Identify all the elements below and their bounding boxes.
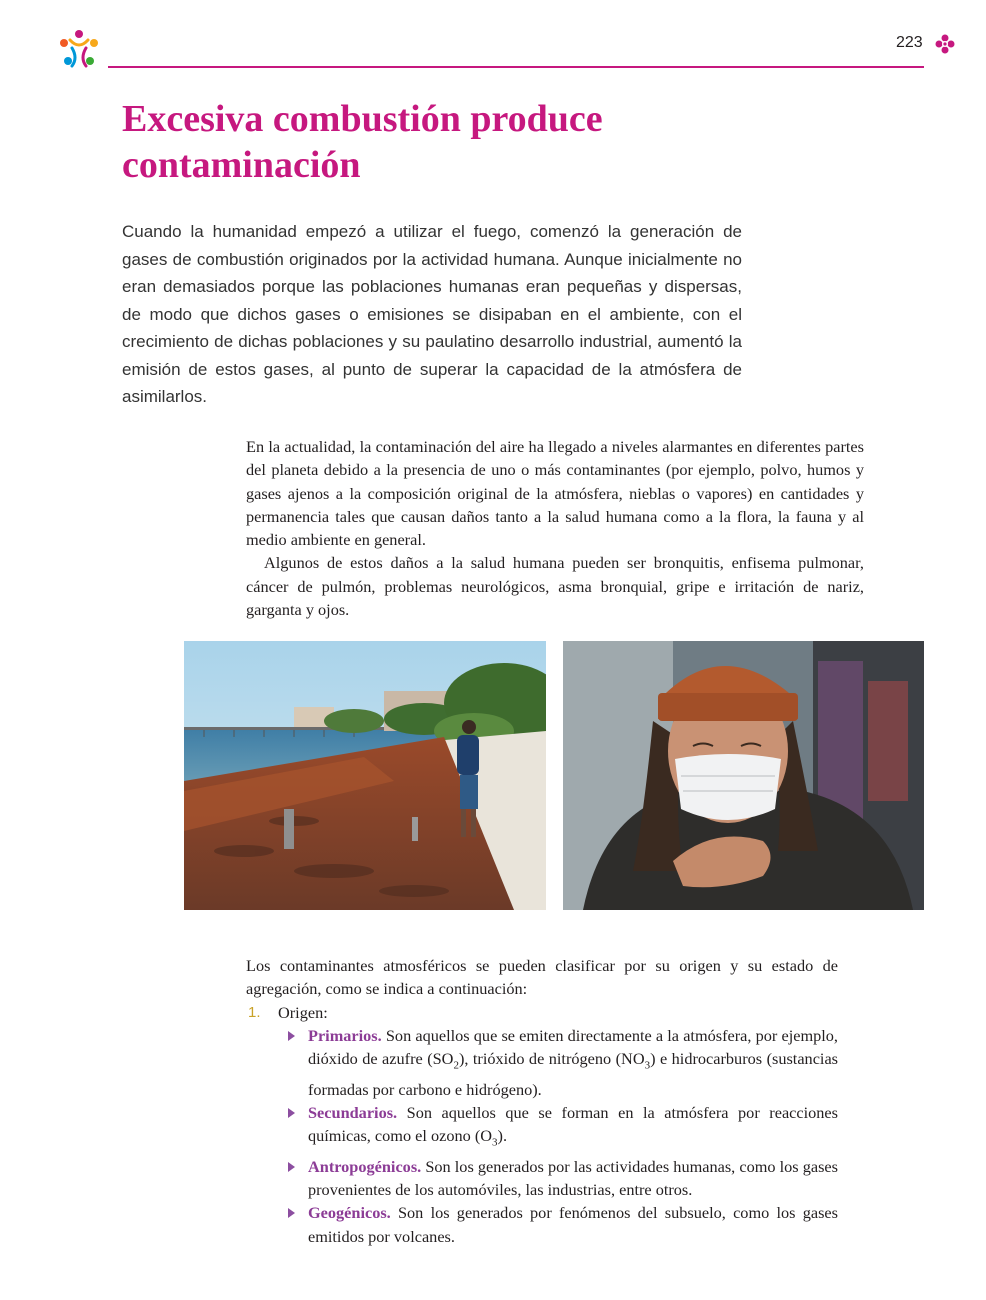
body-paragraph-1: En la actualidad, la contaminación del aire ha llegado a niveles alarmantes en diferentes partes del planeta debido a la presencia de uno o más contaminantes (por ejemplo, polvo, humos y gases ajenos a la composición original de la atmósfera, nieblas o vapores) en cantidades y permanencia tales que causan daños tanto a la salud humana como a la flora, la fauna y al medio ambiente en general. (246, 437, 864, 550)
term-primarios: Primarios. (308, 1025, 382, 1045)
subscript: 3 (644, 1059, 651, 1072)
subscript: 2 (453, 1059, 459, 1072)
page-number: 223 (896, 34, 923, 51)
person-face-mask-photo (563, 641, 924, 910)
term-geogenicos: Geogénicos. (308, 1203, 391, 1223)
page-title: Excesiva combustión produce contaminación (122, 98, 603, 186)
subscript: 3 (492, 1136, 498, 1149)
list-item-secundarios (308, 1101, 838, 1155)
classification-lead: Los contaminantes atmosféricos se pueden clasificar por su origen y su estado de agregación, como se indica a continuación: (246, 956, 838, 999)
item-text: Son aquellos que se forman en la atmósfera por reacciones químicas, como el ozono (O (308, 1103, 838, 1146)
item-text: ), trióxido de nitrógeno (NO (458, 1049, 645, 1069)
item-text: Son los generados por fenómenos del subsuelo, como los gases emitidos por volcanes. (308, 1203, 838, 1246)
header-rule (108, 66, 924, 68)
bullet-triangle-icon (288, 1031, 295, 1041)
item-text: ). (497, 1126, 508, 1146)
item-text: Son los generados por las actividades humanas, como los gases provenientes de los automóviles, las industrias, entre otros. (308, 1156, 838, 1200)
origin-list (308, 1024, 838, 1248)
body-text (246, 435, 864, 621)
list-item-primarios (308, 1024, 838, 1101)
origin-heading (246, 1001, 838, 1024)
body-paragraph-2: Algunos de estos daños a la salud humana pueden ser bronquitis, enfisema pulmonar, cáncer de pulmón, problemas neurológicos, asma bronquial, gripe e irritación de nariz, garganta y ojos. (246, 553, 864, 620)
people-circle-logo-icon (56, 26, 102, 72)
flower-ornament-icon (934, 33, 956, 55)
list-item-antropogenicos (308, 1155, 838, 1202)
item-text: ) e hidrocarburos (sustancias formadas por carbono e hidrógeno). (308, 1049, 839, 1099)
bullet-triangle-icon (288, 1108, 295, 1118)
origin-number: 1. (248, 1003, 261, 1021)
bullet-triangle-icon (288, 1208, 295, 1218)
classification-section (246, 954, 838, 1248)
beach-sargassum-photo (184, 641, 546, 910)
term-antropogenicos: Antropogénicos. (308, 1156, 422, 1176)
item-text: Son aquellos que se emiten directamente a la atmósfera, por ejemplo, dióxido de azufre (SO (308, 1025, 838, 1069)
list-item-geogenicos (308, 1201, 838, 1248)
term-secundarios: Secundarios. (308, 1103, 398, 1123)
bullet-triangle-icon (288, 1162, 295, 1172)
origin-label: Origen: (278, 1002, 328, 1022)
intro-paragraph: Cuando la humanidad empezó a utilizar el fuego, comenzó la generación de gases de combustión originados por la actividad humana. Aunque inicialmente no eran demasiados porque las poblaciones humanas eran pequeñas y dispersas, de modo que dichos gases o emisiones se disipaban en el ambiente, con el crecimiento de dichas poblaciones y su paulatino desarrollo industrial, aumentó la emisión de estos gases, al punto de superar la capacidad de la atmósfera de asimilarlos. (122, 222, 742, 406)
